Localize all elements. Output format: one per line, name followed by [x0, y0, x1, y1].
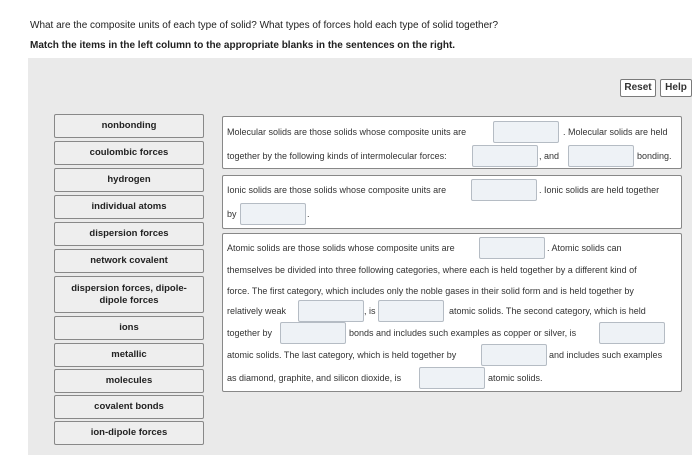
- atomic-text-3: themselves be divided into three following categories, where each is held together by a different kind of: [227, 265, 637, 275]
- drag-item-hydrogen[interactable]: hydrogen: [54, 168, 204, 192]
- sentence-box-molecular: [222, 116, 682, 169]
- molecular-text-1: Molecular solids are those solids whose composite units are: [227, 127, 467, 137]
- drag-item-dispersion-dipole-forces[interactable]: dispersion forces, dipole-dipole forces: [54, 276, 204, 313]
- drop-blank-atomic-weak-force[interactable]: [298, 300, 364, 322]
- atomic-text-12: as diamond, graphite, and silicon dioxide, is: [227, 373, 402, 383]
- drag-item-individual-atoms[interactable]: individual atoms: [54, 195, 204, 219]
- ionic-text-3: by: [227, 209, 237, 219]
- atomic-text-4: force. The first category, which includes only the noble gases in their solid form and is held together by: [227, 286, 634, 296]
- drop-blank-ionic-force[interactable]: [240, 203, 306, 225]
- sentence-box-atomic: [222, 233, 682, 392]
- atomic-text-9: bonds and includes such examples as copper or silver, is: [349, 328, 577, 338]
- atomic-text-2: . Atomic solids can: [547, 243, 622, 253]
- atomic-text-10: atomic solids. The last category, which is held together by: [227, 350, 457, 360]
- atomic-text-5: relatively weak: [227, 306, 287, 316]
- drag-item-metallic[interactable]: metallic: [54, 343, 204, 367]
- drag-item-nonbonding[interactable]: nonbonding: [54, 114, 204, 138]
- atomic-text-6: , is: [364, 306, 376, 316]
- molecular-text-3: together by the following kinds of intermolecular forces:: [227, 151, 447, 161]
- question-instruction: Match the items in the left column to the appropriate blanks in the sentences on the right.: [30, 40, 456, 51]
- atomic-text-8: together by: [227, 328, 273, 338]
- drop-blank-atomic-units[interactable]: [479, 237, 545, 259]
- drop-blank-molecular-units[interactable]: [493, 121, 559, 143]
- ionic-text-1: Ionic solids are those solids whose composite units are: [227, 185, 447, 195]
- reset-button[interactable]: Reset: [620, 79, 656, 97]
- drop-blank-atomic-bond-3[interactable]: [481, 344, 547, 366]
- drag-item-dispersion-forces[interactable]: dispersion forces: [54, 222, 204, 246]
- drag-item-molecules[interactable]: molecules: [54, 369, 204, 393]
- help-button[interactable]: Help: [660, 79, 692, 97]
- drag-item-covalent-bonds[interactable]: covalent bonds: [54, 395, 204, 419]
- ionic-text-4: .: [307, 209, 310, 219]
- molecular-text-5: bonding.: [637, 151, 672, 161]
- drop-blank-atomic-category-1[interactable]: [378, 300, 444, 322]
- ionic-text-2: . Ionic solids are held together: [539, 185, 660, 195]
- atomic-text-11: and includes such examples: [549, 350, 663, 360]
- drop-blank-molecular-force-1[interactable]: [472, 145, 538, 167]
- question-prompt: What are the composite units of each type of solid? What types of forces hold each type of solid together?: [30, 20, 499, 31]
- drag-item-network-covalent[interactable]: network covalent: [54, 249, 204, 273]
- atomic-text-1: Atomic solids are those solids whose composite units are: [227, 243, 455, 253]
- drag-item-ions[interactable]: ions: [54, 316, 204, 340]
- atomic-text-7: atomic solids. The second category, which is held: [449, 306, 646, 316]
- molecular-text-2: . Molecular solids are held: [563, 127, 668, 137]
- molecular-text-4: , and: [539, 151, 560, 161]
- drop-blank-atomic-category-3[interactable]: [419, 367, 485, 389]
- drop-blank-molecular-force-2[interactable]: [568, 145, 634, 167]
- drag-item-ion-dipole-forces[interactable]: ion-dipole forces: [54, 421, 204, 445]
- drop-blank-atomic-bond-2[interactable]: [280, 322, 346, 344]
- drag-item-coulombic-forces[interactable]: coulombic forces: [54, 141, 204, 165]
- sentence-box-ionic: [222, 175, 682, 229]
- atomic-text-13: atomic solids.: [488, 373, 543, 383]
- drop-blank-ionic-units[interactable]: [471, 179, 537, 201]
- drop-blank-atomic-category-2[interactable]: [599, 322, 665, 344]
